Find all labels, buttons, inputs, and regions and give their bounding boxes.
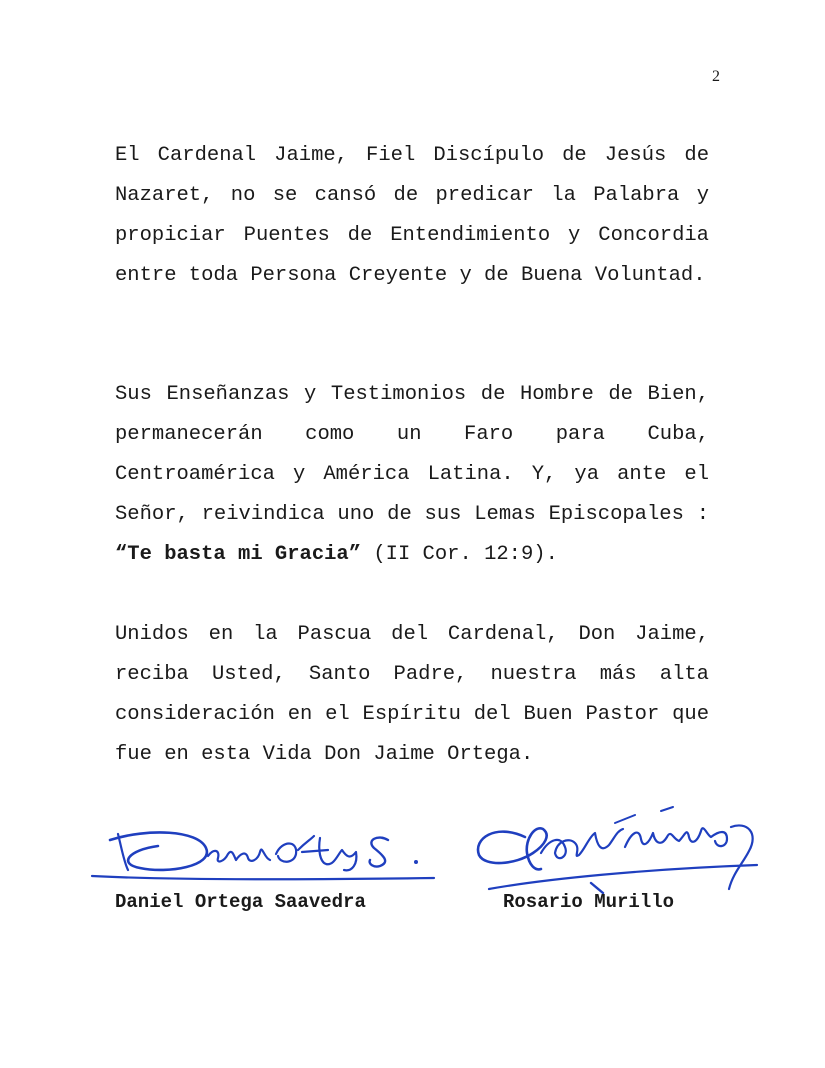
paragraph-teachings-text: Sus Enseñanzas y Testimonios de Hombre de Bien, permanecerán como un Faro para Cuba, Centroamérica y América Latina. Y, ya ante el Señor, reivindica uno de sus Lemas Episcopales :: [115, 383, 709, 526]
page-number: 2: [712, 68, 720, 85]
paragraph-tribute: El Cardenal Jaime, Fiel Discípulo de Jesús de Nazaret, no se cansó de predicar la Palabra y propiciar Puentes de Entendimiento y Concordia entre toda Persona Creyente y de Buena Voluntad.: [115, 144, 709, 287]
signature-daniel-ortega: [88, 810, 440, 890]
episcopal-motto-quote: “Te basta mi Gracia”: [115, 543, 362, 566]
paragraph-closing: Unidos en la Pascua del Cardenal, Don Jaime, reciba Usted, Santo Padre, nuestra más alta consideración en el Espíritu del Buen Pastor que fue en esta Vida Don Jaime Ortega.: [115, 623, 709, 766]
signatory-name-right: Rosario Murillo: [503, 891, 675, 913]
signatory-name-left: Daniel Ortega Saavedra: [115, 891, 366, 913]
bible-citation: (II Cor. 12:9).: [361, 543, 558, 566]
signature-rosario-murillo: [465, 793, 765, 903]
paragraph-teachings: [115, 375, 709, 575]
